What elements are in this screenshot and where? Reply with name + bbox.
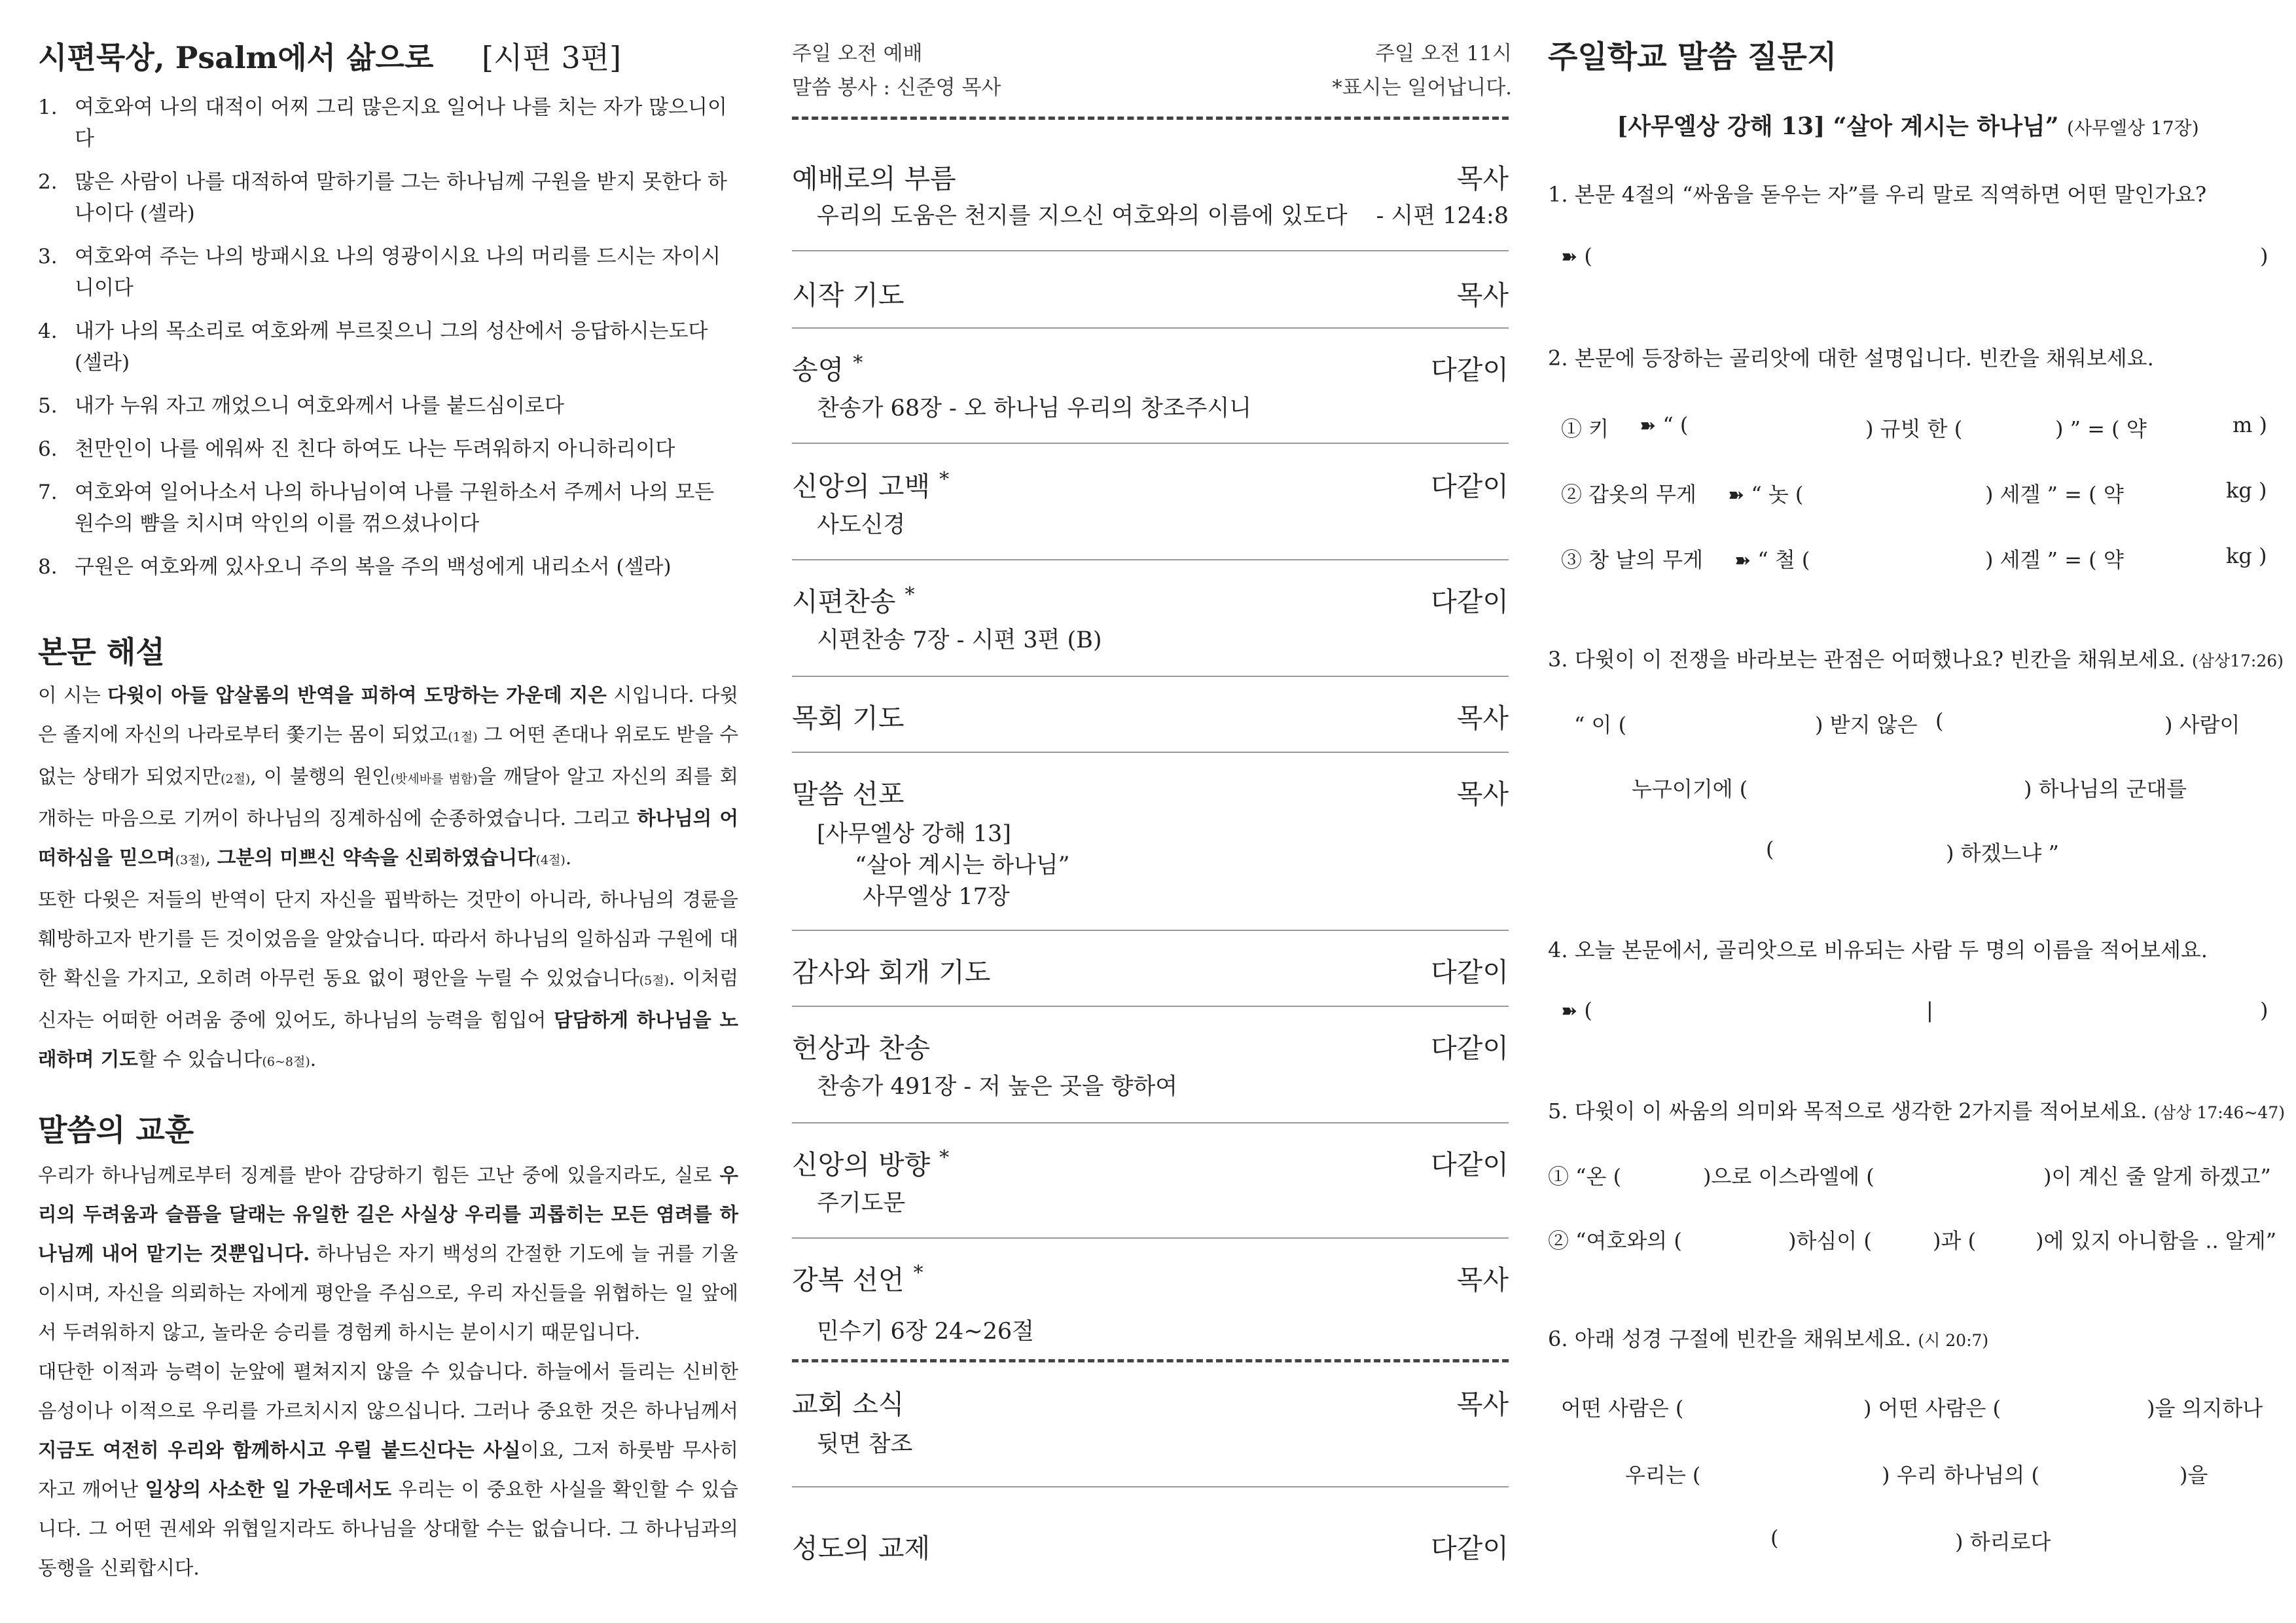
verse-number: 5.	[38, 394, 58, 418]
lesson-paragraph	[38, 1352, 738, 1588]
blank-text: 어떤 사람은 (	[1561, 1396, 1684, 1421]
order-item-title	[792, 1027, 930, 1065]
blank-text: )에 있지 아니함을 .. 알게”	[2036, 1228, 2277, 1253]
text-run: 할 수 있습니다	[137, 1048, 262, 1070]
blank-text: )하심이 (	[1788, 1228, 1872, 1253]
text-run: 대단한 이적과 능력이 눈앞에 펼쳐지지 않을 수 있습니다. 하늘에서 들리는 신비한 음성이나 이적으로 우리를 가르치시지 않으십니다. 그러나 중요한 것은 하나님께서	[38, 1360, 738, 1422]
arrow-icon: ➽	[1728, 484, 1745, 507]
emphasis: 담담하게 하나님을 노래하며 기도	[38, 1008, 739, 1070]
text-run: . 이처럼 신자는 어떠한 어려움 중에 있어도, 하나님의 능력을 힘입어	[38, 967, 738, 1031]
order-item-detail: 우리의 도움은 천지를 지으신 여호와의 이름에 있도다	[817, 203, 1348, 229]
blank-open: “ 철 (	[1757, 547, 1810, 572]
emphasis: 일상의 사소한 일 가운데서도	[145, 1478, 392, 1501]
order-item-role: 목사	[1456, 280, 1509, 311]
blank-text: ) 세겔 ” = ( 약	[1985, 547, 2124, 572]
arrow-icon: ➽	[1561, 246, 1578, 268]
verse-number: 8.	[38, 555, 58, 579]
order-item-label: 강복 선언	[792, 1264, 905, 1296]
blank-text: ) 어떤 사람은 (	[1863, 1396, 2001, 1421]
question-2: 2. 본문에 등장하는 골리앗에 대한 설명입니다. 빈칸을 채워보세요.	[1548, 346, 2154, 371]
blank-text: ) 하나님의 군대를	[2024, 776, 2187, 801]
service-time: 주일 오전 11시	[1375, 42, 1512, 65]
text-run: 을 깨달아 알고 자신의 죄를 회개하는 마음으로 기꺼이 하나님의 징계하심에 순종하였습니다. 그리고	[38, 765, 738, 830]
order-item-role: 목사	[1456, 702, 1509, 734]
text-run: 그 어떤 존대나 위로도 받을 수 없는 상태가 되었지만	[38, 723, 738, 788]
text-run: 하나님은 자기 백성의 간절한 기도에 늘 귀를 기울이시며, 자신을 의뢰하는 자에게 평안을 주심으로, 우리 자신들을 위협하는 일 앞에서 두려워하지 않고, 놀라운 승리를 경험케 하시는 분이시기 때문입니다.	[38, 1243, 738, 1343]
divider	[792, 930, 1509, 931]
order-item-label: 예배로의 부름	[792, 163, 956, 194]
order-item-detail: 시편찬송 7장 - 시편 3편 (B)	[817, 627, 1102, 653]
unit: m )	[2233, 412, 2267, 437]
bracket: )	[2260, 244, 2269, 268]
divider	[792, 1006, 1509, 1007]
order-item-role: 다같이	[1431, 586, 1509, 617]
order-item-role: 목사	[1456, 163, 1509, 194]
divider	[792, 559, 1509, 560]
fill-in-line	[1561, 412, 1609, 443]
answer-line	[1561, 244, 1592, 268]
blank-text: )으로 이스라엘에 (	[1703, 1164, 1874, 1189]
order-item-title	[792, 1143, 949, 1182]
arrow-icon: ➽	[1734, 549, 1751, 572]
dashed-divider	[792, 117, 1509, 120]
text-run: 우리가 하나님께로부터 징계를 받아 감당하기 힘든 고난 중에 있을지라도, 실로	[38, 1164, 720, 1186]
order-item-role: 다같이	[1431, 1533, 1509, 1564]
order-item-role: 목사	[1456, 1264, 1509, 1296]
verse-ref: (4절)	[535, 853, 565, 867]
blank-text: ) 세겔 ” = ( 약	[1985, 482, 2124, 507]
text-run: 우리는 이 중요한 사실을 확인할 수 있습니다. 그 어떤 권세와 위협일지라도 하나님을 상대할 수는 없습니다. 그 하나님과의 동행을 신뢰합시다.	[38, 1478, 738, 1579]
order-item-label: 송영	[792, 354, 844, 386]
verse-ref: (6~8절)	[262, 1055, 310, 1069]
question-4: 4. 오늘 본문에서, 골리앗으로 비유되는 사람 두 명의 이름을 적어보세요.	[1548, 938, 2208, 962]
unit: kg )	[2226, 478, 2267, 503]
stand-marker: *	[913, 1262, 924, 1285]
emphasis: 그분의 미쁘신 약속을 신뢰하였습니다	[217, 846, 536, 869]
text-run: 또한 다윗은 저들의 반역이 단지 자신을 핍박하는 것만이 아니라, 하나님의 경륜을 훼방하고자 반기를 든 것이었음을 알았습니다. 따라서 하나님의 일하심과 구원에 대한 확신을 가지고, 오히려 아무런 동요 없이 평안을 누릴 수 있었습니다	[38, 888, 738, 989]
order-item-detail: 뒷면 참조	[817, 1431, 913, 1457]
emphasis: 지금도 여전히 우리와 함께하시고 우릴 붙드신다는 사실	[38, 1438, 521, 1461]
quiz-title: 주일학교 말씀 질문지	[1548, 39, 1837, 75]
quiz-subtitle	[1548, 108, 2268, 141]
sermon-series: [사무엘상 강해 13]	[817, 821, 1011, 847]
divider	[792, 1122, 1509, 1123]
order-item-title	[792, 1527, 930, 1565]
blank-text: ② “여호와의 (	[1548, 1228, 1682, 1253]
stand-marker: *	[939, 468, 950, 492]
verse-text: 천만인이 나를 에워싸 진 친다 하여도 나는 두려워하지 아니하리이다	[75, 437, 675, 461]
verse-ref: (1절)	[448, 730, 478, 744]
divider	[792, 250, 1509, 251]
quiz-sermon-ref: (사무엘상 17장)	[2067, 117, 2199, 139]
blank-text: )이 계신 줄 알게 하겠고”	[2043, 1164, 2271, 1189]
order-item-title	[792, 697, 904, 735]
psalm-verse	[38, 241, 738, 304]
psalm-verse	[38, 316, 738, 378]
blank-text: 누구이기에 (	[1632, 776, 1748, 801]
psalm-verse	[38, 433, 738, 465]
explanation-paragraph	[38, 880, 738, 1082]
order-item-title	[792, 580, 914, 619]
sermon-passage: 사무엘상 17장	[863, 884, 1010, 910]
verse-number: 6.	[38, 437, 58, 461]
question-1: 1. 본문 4절의 “싸움을 돋우는 자”를 우리 말로 직역하면 어떤 말인가요?	[1548, 182, 2207, 207]
blank-text: ) 받지 않은	[1815, 712, 1918, 737]
unit: kg )	[2226, 543, 2267, 568]
order-item-title	[792, 157, 956, 196]
stand-marker: *	[905, 583, 915, 607]
blank-text: (	[1770, 1525, 1779, 1550]
emphasis: 다윗이 아들 압살롬의 반역을 피하여 도망하는 가운데 지은	[107, 684, 607, 706]
verse-text: 내가 누워 자고 깨었으니 여호와께서 나를 붙드심이로다	[75, 394, 564, 418]
verse-text: 내가 나의 목소리로 여호와께 부르짖으니 그의 성산에서 응답하시는도다 (셀라)	[75, 319, 708, 374]
psalm-verse	[38, 166, 738, 229]
question-reference: (시 20:7)	[1918, 1331, 1989, 1350]
text-run: .	[310, 1048, 317, 1070]
text-run: ,	[205, 847, 217, 869]
fill-in-line	[1734, 543, 1810, 574]
blank-text: “ 이 (	[1574, 712, 1627, 737]
question-text: 6. 아래 성경 구절에 빈칸을 채워보세요.	[1548, 1326, 1912, 1351]
emphasis: 하나님의 어떠하심을 믿으며	[38, 807, 738, 869]
fill-in-line	[1561, 478, 1696, 508]
psalm-verse-list	[38, 92, 738, 594]
question-5	[1548, 1095, 2285, 1125]
order-item-label: 감사와 회개 기도	[792, 957, 991, 988]
blank-text: ① “온 (	[1548, 1164, 1622, 1189]
question-3	[1548, 643, 2284, 673]
order-item-detail: 민수기 6장 24~26절	[817, 1319, 1034, 1345]
text-run: 이요, 그저 하룻밤 무사히 자고 깨어난	[38, 1439, 738, 1501]
text-run: , 이 불행의 원인	[250, 765, 391, 788]
line-label: ② 갑옷의 무게	[1561, 482, 1696, 507]
question-6	[1548, 1322, 1988, 1353]
divider	[792, 752, 1509, 753]
divider	[792, 1486, 1509, 1487]
order-item-role: 다같이	[1431, 354, 1509, 386]
verse-text: 여호와여 주는 나의 방패시요 나의 영광이시요 나의 머리를 드시는 자이시니이다	[75, 245, 721, 300]
emphasis: 우리의 두려움과 슬픔을 달래는 유일한 길은 사실상 우리를 괴롭히는 모든 염려를 하나님께 내어 맡기는 것뿐입니다.	[38, 1163, 738, 1265]
verse-text: 여호와여 일어나소서 나의 하나님이여 나를 구원하소서 주께서 나의 모든 원수의 뺨을 치시며 악인의 이를 꺾으셨나이다	[75, 481, 715, 536]
order-item-label: 시작 기도	[792, 280, 905, 311]
fill-in-line	[1640, 412, 1688, 437]
sermon-title: “살아 계시는 하나님”	[855, 852, 1070, 879]
bracket: (	[1584, 244, 1592, 268]
verse-number: 7.	[38, 481, 58, 504]
psalm-reference: [시편 3편]	[482, 40, 622, 75]
blank-text: ) 하겠느냐 ”	[1946, 841, 2059, 866]
verse-number: 3.	[38, 245, 58, 268]
psalm-verse	[38, 551, 738, 583]
blank-text: ) 우리 하나님의 (	[1882, 1463, 2039, 1487]
separator: |	[1926, 998, 1933, 1023]
line-label: ③ 창 날의 무게	[1561, 547, 1704, 572]
order-item-label: 성도의 교제	[792, 1533, 931, 1564]
line-label: ① 키	[1561, 416, 1609, 441]
blank-text: ) 규빗 한 (	[1865, 416, 1963, 441]
order-item-title	[792, 465, 949, 503]
order-item-label: 신앙의 고백	[792, 471, 931, 502]
order-item-title	[792, 773, 904, 811]
divider	[792, 676, 1509, 677]
order-item-detail: 주기도문	[817, 1190, 906, 1216]
verse-ref: (3절)	[175, 853, 206, 867]
blank-text: )을	[2179, 1463, 2208, 1487]
order-item-detail: 사도신경	[817, 512, 906, 538]
order-item-role: 다같이	[1431, 471, 1509, 502]
lesson-heading: 말씀의 교훈	[38, 1112, 194, 1148]
order-item-label: 신앙의 방향	[792, 1149, 931, 1180]
divider	[792, 327, 1509, 329]
blank-open: “ (	[1662, 412, 1689, 437]
psalm-verse	[38, 390, 738, 422]
verse-ref: (5절)	[639, 974, 669, 988]
question-text: 5. 다윗이 이 싸움의 의미와 목적으로 생각한 2가지를 적어보세요.	[1548, 1099, 2147, 1123]
dashed-divider	[792, 1359, 1509, 1362]
order-item-role: 다같이	[1431, 1149, 1509, 1180]
question-text: 3. 다윗이 이 전쟁을 바라보는 관점은 어떠했나요? 빈칸을 채워보세요.	[1548, 647, 2185, 672]
arrow-icon: ➽	[1561, 1000, 1578, 1023]
service-name: 주일 오전 예배	[792, 42, 923, 65]
order-item-role: 다같이	[1431, 1032, 1509, 1064]
fill-in-line	[1728, 478, 1803, 508]
lesson-paragraph	[38, 1156, 738, 1352]
verse-number: 4.	[38, 319, 58, 343]
order-item-title	[792, 348, 863, 387]
stand-marker: *	[853, 352, 863, 375]
question-reference: (삼상17:26)	[2192, 651, 2284, 670]
quiz-sermon-title: [사무엘상 강해 13] “살아 계시는 하나님”	[1617, 113, 2059, 140]
blank-text: )과 (	[1933, 1228, 1977, 1253]
order-item-role: 다같이	[1431, 957, 1509, 988]
blank-text: (	[1935, 708, 1944, 733]
order-item-title	[792, 274, 904, 312]
text-run: .	[565, 847, 572, 869]
bracket: (	[1584, 998, 1592, 1023]
text-run: 이 시는	[38, 684, 108, 706]
explanation-heading: 본문 해설	[38, 634, 165, 670]
question-reference: (삼상 17:46~47)	[2153, 1103, 2285, 1122]
lesson-body	[38, 1156, 738, 1588]
order-item-title	[792, 1383, 904, 1421]
order-item-label: 말씀 선포	[792, 778, 905, 810]
verse-ref: (밧세바를 범함)	[390, 772, 478, 786]
verse-text: 구원은 여호와께 있사오니 주의 복을 주의 백성에게 내리소서 (셀라)	[75, 555, 672, 579]
fill-in-line	[1561, 543, 1703, 574]
divider	[792, 443, 1509, 444]
psalm-verse	[38, 92, 738, 155]
verse-number: 2.	[38, 170, 58, 194]
verse-text: 여호와여 나의 대적이 어찌 그리 많은지요 일어나 나를 치는 자가 많으니이다	[75, 96, 727, 151]
bracket: )	[2260, 998, 2269, 1023]
verse-number: 1.	[38, 96, 58, 119]
verse-ref: (2절)	[221, 772, 251, 786]
verse-text: 많은 사람이 나를 대적하여 말하기를 그는 하나님께 구원을 받지 못한다 하나이다 (셀라)	[75, 170, 727, 225]
order-item-detail: 찬송가 68장 - 오 하나님 우리의 창조주시니	[817, 395, 1252, 422]
blank-text: )을 의지하나	[2147, 1396, 2263, 1421]
order-item-detail: 찬송가 491장 - 저 높은 곳을 향하여	[817, 1074, 1178, 1100]
explanation-body	[38, 676, 738, 1082]
order-item-title	[792, 951, 990, 989]
order-item-label: 헌상과 찬송	[792, 1032, 931, 1064]
order-item-role: 목사	[1456, 778, 1509, 810]
order-item-label: 시편찬송	[792, 586, 896, 617]
order-item-label: 목회 기도	[792, 702, 905, 734]
answer-line	[1561, 998, 1592, 1023]
divider	[792, 1237, 1509, 1239]
stand-marker: *	[939, 1146, 950, 1170]
blank-text: 우리는 (	[1625, 1463, 1701, 1487]
blank-text: ) ” = ( 약	[2055, 416, 2147, 441]
blank-text: (	[1766, 837, 1774, 862]
order-item-title	[792, 1258, 923, 1297]
explanation-paragraph	[38, 676, 738, 880]
blank-text: ) 사람이	[2164, 712, 2240, 737]
psalm-verse	[38, 477, 738, 539]
order-item-reference: - 시편 124:8	[1376, 203, 1509, 229]
meditation-title: 시편묵상, Psalm에서 삶으로	[38, 40, 434, 75]
stand-note: *표시는 일어납니다.	[1332, 76, 1512, 100]
text-run: 시입니다. 다윗은 졸지에 자신의 나라로부터 쫓기는 몸이 되었고	[38, 684, 738, 746]
arrow-icon: ➽	[1640, 414, 1657, 437]
blank-open: “ 놋 (	[1751, 482, 1804, 507]
order-item-label: 교회 소식	[792, 1389, 905, 1420]
preacher: 말씀 봉사 : 신준영 목사	[792, 76, 1001, 100]
order-item-role: 목사	[1456, 1389, 1509, 1420]
blank-text: ) 하리로다	[1955, 1529, 2051, 1554]
